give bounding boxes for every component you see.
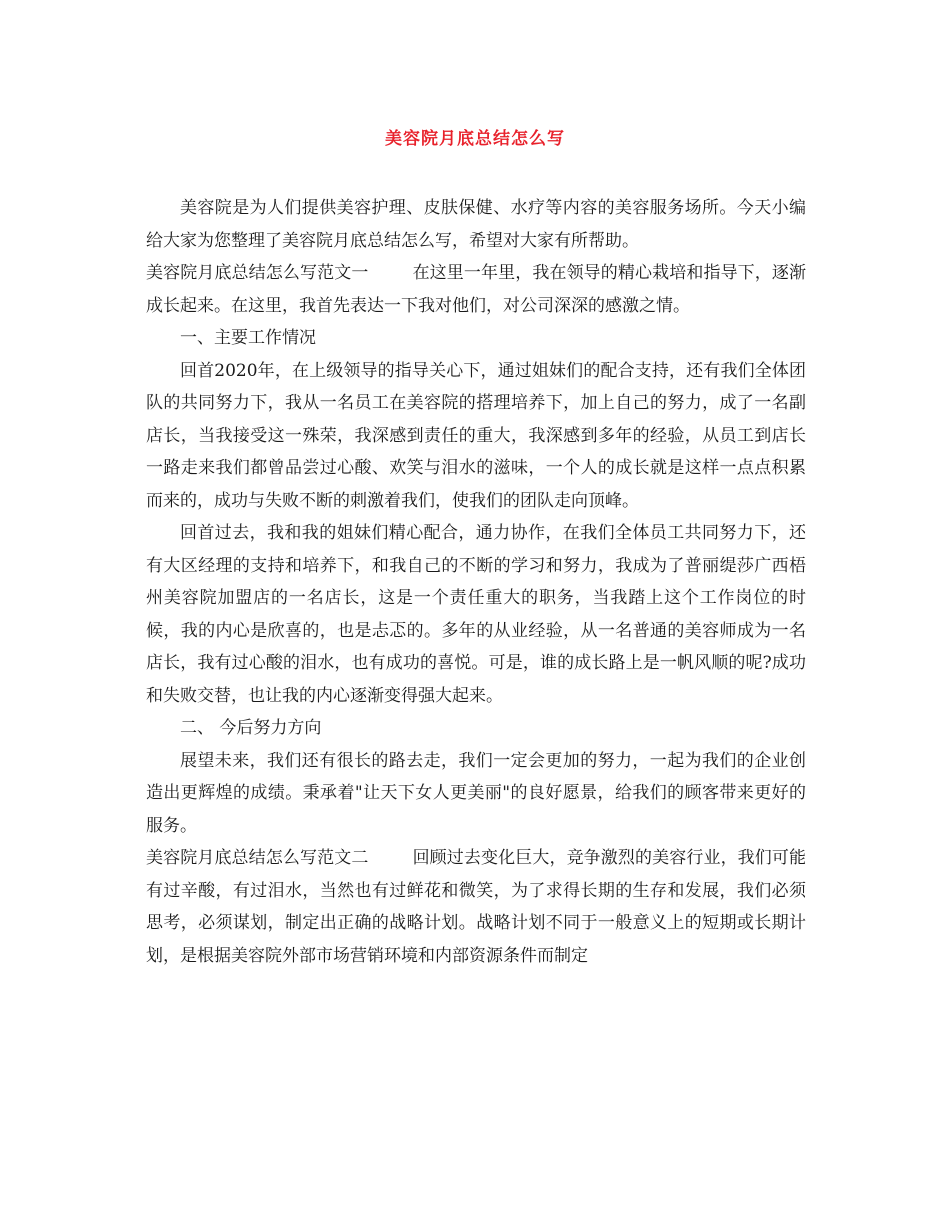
document-title: 美容院月底总结怎么写 <box>385 129 565 149</box>
intro-paragraph: 美容院是为人们提供美容护理、皮肤保健、水疗等内容的美容服务场所。今天小编给大家为您整理了美容院月底总结怎么写，希望对大家有所帮助。 <box>146 198 806 251</box>
sample1-paragraph <box>146 257 806 322</box>
paragraph-2: 回首过去，我和我的姐妹们精心配合，通力协作，在我们全体员工共同努力下，还有大区经理的支持和培养下，和我自己的不断的学习和努力，我成为了普丽缇莎广西梧州美容院加盟店的一名店长，这是一个责任重大的职务，当我踏上这个工作岗位的时候，我的内心是欣喜的，也是忐忑的。多年的从业经验，从一名普通的美容师成为一名店长，我有过心酸的泪水，也有成功的喜悦。可是，谁的成长路上是一帆风顺的呢?成功和失败交替，也让我的内心逐渐变得强大起来。 <box>146 523 806 706</box>
sample1-label: 美容院月底总结怎么写范文一 <box>146 263 369 283</box>
paragraph-1: 回首2020年，在上级领导的指导关心下，通过姐妹们的配合支持，还有我们全体团队的共同努力下，我从一名员工在美容院的搭理培养下，加上自己的努力，成了一名副店长，当我接受这一殊荣，我深感到责任的重大，我深感到多年的经验，从员工到店长一路走来我们都曾品尝过心酸、欢笑与泪水的滋味，一个人的成长就是这样一点点积累而来的，成功与失败不断的刺激着我们，使我们的团队走向顶峰。 <box>146 360 806 511</box>
sample2-text: 回顾过去变化巨大，竞争激烈的美容行业，我们可能有过辛酸，有过泪水，当然也有过鲜花和微笑，为了求得长期的生存和发展，我们必须思考，必须谋划，制定出正确的战略计划。战略计划不同于一般意义上的短期或长期计划，是根据美容院外部市场营销环境和内部资源条件而制定 <box>146 848 807 966</box>
sample1-text: 在这里一年里，我在领导的精心栽培和指导下，逐渐成长起来。在这里，我首先表达一下我对他们，对公司深深的感激之情。 <box>146 263 807 316</box>
sample2-label: 美容院月底总结怎么写范文二 <box>146 848 369 868</box>
section-heading-2: 二、 今后努力方向 <box>180 718 322 738</box>
sample2-paragraph <box>146 842 806 972</box>
section-heading-1: 一、主要工作情况 <box>180 328 316 348</box>
document-body <box>146 192 806 972</box>
paragraph-3: 展望未来，我们还有很长的路去走，我们一定会更加的努力，一起为我们的企业创造出更辉煌的成绩。秉承着"让天下女人更美丽"的良好愿景，给我们的顾客带来更好的服务。 <box>146 750 806 836</box>
